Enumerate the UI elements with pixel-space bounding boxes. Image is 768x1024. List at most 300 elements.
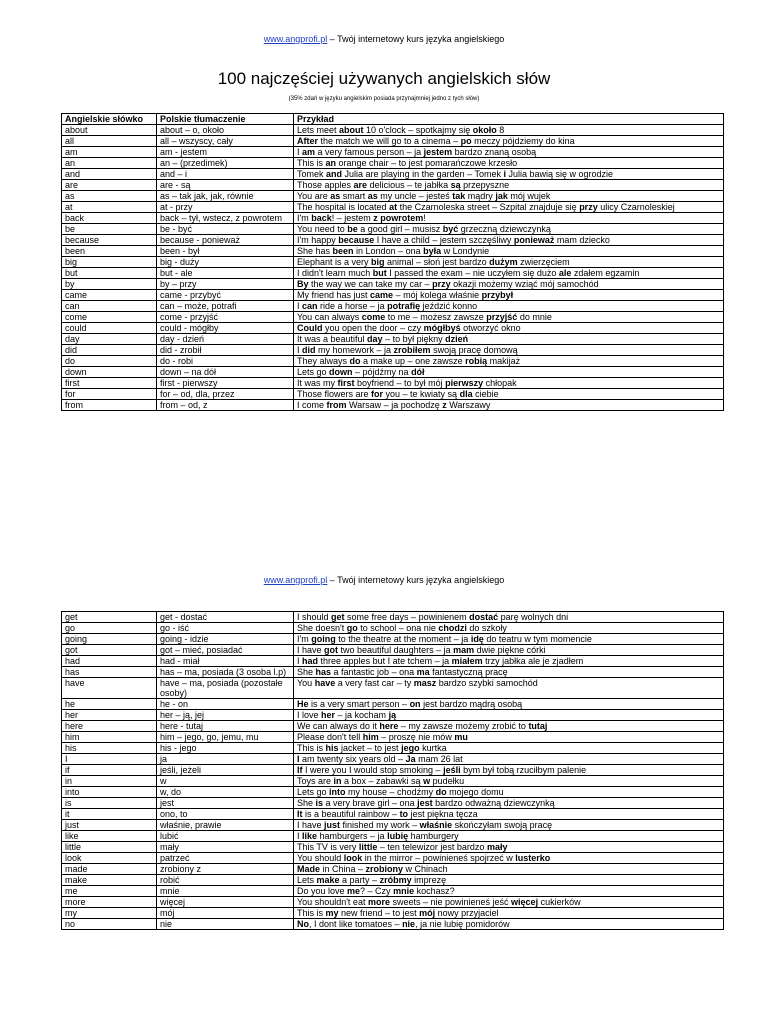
cell-english: came (62, 290, 157, 301)
highlighted-word: I (297, 754, 300, 764)
cell-english: is (62, 798, 157, 809)
highlighted-word: are (353, 180, 368, 190)
cell-example: It is a beautiful rainbow – to jest piękna tęcza (294, 809, 724, 820)
cell-english: look (62, 853, 157, 864)
cell-english: all (62, 136, 157, 147)
cell-polish: at - przy (157, 202, 294, 213)
cell-english: like (62, 831, 157, 842)
table-row (62, 389, 724, 400)
cell-example: You should look in the mirror – powinieneś spojrzeć w lusterko (294, 853, 724, 864)
table-row (62, 213, 724, 224)
highlighted-word: przyjść (486, 312, 518, 322)
table-row (62, 224, 724, 235)
table-row (62, 323, 724, 334)
cell-example: Do you love me? – Czy mnie kochasz? (294, 886, 724, 897)
cell-english: had (62, 656, 157, 667)
cell-polish: are - są (157, 180, 294, 191)
table-row (62, 400, 724, 411)
cell-english: been (62, 246, 157, 257)
cell-english: as (62, 191, 157, 202)
cell-english: an (62, 158, 157, 169)
cell-example: She has been in London – ona była w Londynie (294, 246, 724, 257)
cell-polish: because - ponieważ (157, 235, 294, 246)
cell-polish: by – przy (157, 279, 294, 290)
highlighted-word: przy (432, 279, 451, 289)
cell-english: I (62, 754, 157, 765)
highlighted-word: jestem (423, 147, 453, 157)
highlighted-word: look (343, 853, 363, 863)
word-table-page2 (61, 611, 724, 930)
cell-example: You need to be a good girl – musisz być grzeczną dziewczynką (294, 224, 724, 235)
cell-example: Those flowers are for you – te kwiaty są dla ciebie (294, 389, 724, 400)
table-row (62, 169, 724, 180)
highlighted-word: By (297, 279, 309, 289)
cell-polish: patrzeć (157, 853, 294, 864)
highlighted-word: jeśli (443, 765, 461, 775)
cell-polish: first - pierwszy (157, 378, 294, 389)
highlighted-word: do (349, 356, 361, 366)
header-tagline: – Twój internetowy kurs języka angielskiego (327, 575, 505, 585)
cell-example: I can ride a horse – ja potrafię jeździć konno (294, 301, 724, 312)
highlighted-word: Could (297, 323, 323, 333)
cell-english: did (62, 345, 157, 356)
table-row (62, 257, 724, 268)
cell-english: made (62, 864, 157, 875)
cell-polish: as – tak jak, jak, równie (157, 191, 294, 202)
cell-polish: about – o, około (157, 125, 294, 136)
cell-english: more (62, 897, 157, 908)
cell-example: I come from Warsaw – ja pochodzę z Warszawy (294, 400, 724, 411)
cell-english: big (62, 257, 157, 268)
page1-header (0, 34, 768, 45)
cell-english: back (62, 213, 157, 224)
cell-polish: nie (157, 919, 294, 930)
cell-polish: be - być (157, 224, 294, 235)
cell-polish: właśnie, prawie (157, 820, 294, 831)
table-row (62, 919, 724, 930)
cell-polish: mój (157, 908, 294, 919)
table-row (62, 798, 724, 809)
highlighted-word: masz (413, 678, 437, 688)
table-row (62, 180, 724, 191)
highlighted-word: właśnie (419, 820, 453, 830)
cell-english: come (62, 312, 157, 323)
cell-polish: down – na dół (157, 367, 294, 378)
cell-example: She is a very brave girl – ona jest bardzo odważną dziewczynką (294, 798, 724, 809)
highlighted-word: lubię (387, 831, 409, 841)
cell-polish: get - dostać (157, 612, 294, 623)
highlighted-word: pierwszy (445, 378, 484, 388)
table-row (62, 125, 724, 136)
highlighted-word: to (399, 809, 409, 819)
highlighted-word: get (331, 612, 345, 622)
highlighted-word: dużym (489, 257, 518, 267)
column-header-example: Przykład (294, 114, 724, 125)
cell-polish: all – wszyscy, cały (157, 136, 294, 147)
cell-polish: here - tutaj (157, 721, 294, 732)
highlighted-word: zrobiłem (393, 345, 431, 355)
cell-english: him (62, 732, 157, 743)
cell-example: Please don't tell him – proszę nie mów mu (294, 732, 724, 743)
highlighted-word: ją (388, 710, 397, 720)
cell-polish: ja (157, 754, 294, 765)
table-row (62, 721, 724, 732)
cell-polish: jeśli, jeżeli (157, 765, 294, 776)
table-row (62, 875, 724, 886)
cell-english: going (62, 634, 157, 645)
highlighted-word: potrafię (387, 301, 421, 311)
cell-english: day (62, 334, 157, 345)
cell-english: have (62, 678, 157, 699)
highlighted-word: little (358, 842, 378, 852)
cell-example: She doesn't go to school – ona nie chodzi do szkoły (294, 623, 724, 634)
highlighted-word: as (330, 191, 341, 201)
cell-english: are (62, 180, 157, 191)
highlighted-word: am (302, 147, 316, 157)
highlighted-word: came (370, 290, 394, 300)
highlighted-word: przybył (481, 290, 514, 300)
table-row (62, 809, 724, 820)
page2-header (0, 575, 768, 586)
cell-english: could (62, 323, 157, 334)
highlighted-word: chodzi (438, 623, 467, 633)
table-row (62, 831, 724, 842)
cell-polish: can – może, potrafi (157, 301, 294, 312)
cell-example: This is my new friend – to jest mój nowy przyjaciel (294, 908, 724, 919)
cell-english: do (62, 356, 157, 367)
cell-example: It was my first boyfriend – to był mój pierwszy chłopak (294, 378, 724, 389)
table-row (62, 356, 724, 367)
cell-example: I'm going to the theatre at the moment – ja idę do teatru w tym momencie (294, 634, 724, 645)
highlighted-word: ponieważ (513, 235, 555, 245)
cell-english: no (62, 919, 157, 930)
table-row (62, 345, 724, 356)
table-row (62, 667, 724, 678)
cell-example: I should get some free days – powinienem dostać parę wolnych dni (294, 612, 724, 623)
cell-example: You are as smart as my uncle – jesteś tak mądry jak mój wujek (294, 191, 724, 202)
cell-english: be (62, 224, 157, 235)
cell-english: little (62, 842, 157, 853)
cell-polish: lubić (157, 831, 294, 842)
cell-polish: did - zrobił (157, 345, 294, 356)
cell-example: They always do a make up – one zawsze robią makijaż (294, 356, 724, 367)
highlighted-word: mnie (393, 886, 415, 896)
table-row (62, 147, 724, 158)
highlighted-word: but (372, 268, 387, 278)
cell-example: After the match we will go to a cinema – po meczy pójdziemy do kina (294, 136, 724, 147)
table-row (62, 645, 724, 656)
highlighted-word: więcej (511, 897, 539, 907)
cell-english: me (62, 886, 157, 897)
cell-polish: had - miał (157, 656, 294, 667)
table-row (62, 908, 724, 919)
cell-english: his (62, 743, 157, 754)
cell-polish: zrobiony z (157, 864, 294, 875)
highlighted-word: down (329, 367, 353, 377)
cell-example: Tomek and Julia are playing in the garden – Tomek i Julia bawią się w ogrodzie (294, 169, 724, 180)
highlighted-word: in (333, 776, 342, 786)
cell-polish: could - mógłby (157, 323, 294, 334)
cell-polish: an – (przedimek) (157, 158, 294, 169)
cell-english: her (62, 710, 157, 721)
table-row (62, 301, 724, 312)
highlighted-word: do (435, 787, 447, 797)
highlighted-word: is (315, 798, 324, 808)
cell-english: because (62, 235, 157, 246)
highlighted-word: jak (495, 191, 508, 201)
highlighted-word: dzień (445, 334, 469, 344)
table-row (62, 754, 724, 765)
highlighted-word: z (442, 400, 447, 410)
cell-polish: got – mieć, posiadać (157, 645, 294, 656)
cell-example: It was a beautiful day – to był piękny dzień (294, 334, 724, 345)
highlighted-word: No (297, 919, 309, 929)
table-row (62, 699, 724, 710)
highlighted-word: into (329, 787, 346, 797)
site-link[interactable]: www.angprofi.pl (263, 34, 328, 44)
highlighted-word: zróbmy (379, 875, 412, 885)
highlighted-word: back (311, 213, 332, 223)
table-row (62, 820, 724, 831)
table-row (62, 743, 724, 754)
cell-english: has (62, 667, 157, 678)
highlighted-word: his (325, 743, 339, 753)
cell-english: he (62, 699, 157, 710)
cell-example: Lets make a party – zróbmy imprezę (294, 875, 724, 886)
highlighted-word: and (326, 169, 343, 179)
cell-polish: do - robi (157, 356, 294, 367)
cell-english: my (62, 908, 157, 919)
column-header-polish: Polskie tłumaczenie (157, 114, 294, 125)
cell-example: The hospital is located at the Czarnoleska street – Szpital znajduje się przy ulicy Czarnoleskiej (294, 202, 724, 213)
highlighted-word: mu (454, 732, 468, 742)
cell-english: go (62, 623, 157, 634)
highlighted-word: like (302, 831, 318, 841)
cell-polish: back – tył, wstecz, z powrotem (157, 213, 294, 224)
cell-example: Could you open the door – czy mógłbyś otworzyć okno (294, 323, 724, 334)
highlighted-word: jego (401, 743, 420, 753)
cell-english: here (62, 721, 157, 732)
highlighted-word: has (315, 667, 332, 677)
cell-polish: w, do (157, 787, 294, 798)
cell-polish: ono, to (157, 809, 294, 820)
cell-example: If I were you I would stop smoking – jeśli bym był tobą rzuciłbym palenie (294, 765, 724, 776)
highlighted-word: from (326, 400, 347, 410)
highlighted-word: After (297, 136, 319, 146)
cell-polish: from – od, z (157, 400, 294, 411)
highlighted-word: just (324, 820, 341, 830)
cell-example: My friend has just came – mój kolega właśnie przybył (294, 290, 724, 301)
highlighted-word: big (371, 257, 385, 267)
cell-example: Those apples are delicious – te jabłka są przepyszne (294, 180, 724, 191)
page-subtitle: (35% zdań w języku angielskim posiada przynajmniej jedno z tych słów) (288, 96, 480, 102)
highlighted-word: po (460, 136, 472, 146)
highlighted-word: come (361, 312, 386, 322)
table-row (62, 765, 724, 776)
cell-polish: been - był (157, 246, 294, 257)
highlighted-word: got (324, 645, 339, 655)
table-row (62, 191, 724, 202)
cell-polish: going - idzie (157, 634, 294, 645)
cell-polish: big - duży (157, 257, 294, 268)
highlighted-word: an (325, 158, 337, 168)
cell-polish: go - iść (157, 623, 294, 634)
highlighted-word: około (472, 125, 497, 135)
highlighted-word: for (371, 389, 384, 399)
highlighted-word: mały (486, 842, 508, 852)
cell-example: I had three apples but I ate tchem – ja miałem trzy jabłka ale je zjadłem (294, 656, 724, 667)
cell-example: I have just finished my work – właśnie skończyłam swoją pracę (294, 820, 724, 831)
table-row (62, 853, 724, 864)
highlighted-word: ma (416, 667, 430, 677)
cell-polish: and – i (157, 169, 294, 180)
highlighted-word: ale (558, 268, 572, 278)
highlighted-word: have (314, 678, 336, 688)
header-tagline: – Twój internetowy kurs języka angielskiego (327, 34, 505, 44)
cell-example: Elephant is a very big animal – słoń jest bardzo dużym zwierzęciem (294, 257, 724, 268)
cell-english: down (62, 367, 157, 378)
highlighted-word: dla (459, 389, 473, 399)
table-row (62, 678, 724, 699)
highlighted-word: about (339, 125, 364, 135)
table-row (62, 367, 724, 378)
highlighted-word: here (379, 721, 399, 731)
table-row (62, 732, 724, 743)
cell-polish: has – ma, posiada (3 osoba l.p) (157, 667, 294, 678)
cell-polish: his - jego (157, 743, 294, 754)
table-row (62, 656, 724, 667)
cell-example: We can always do it here – my zawsze możemy zrobić to tutaj (294, 721, 724, 732)
highlighted-word: If (297, 765, 303, 775)
cell-english: got (62, 645, 157, 656)
highlighted-word: It (297, 809, 303, 819)
highlighted-word: been (332, 246, 354, 256)
cell-polish: am - jestem (157, 147, 294, 158)
table-header-row (62, 114, 724, 125)
cell-english: by (62, 279, 157, 290)
cell-english: make (62, 875, 157, 886)
highlighted-word: są (450, 180, 461, 190)
highlighted-word: jest (417, 798, 433, 808)
cell-example: I like hamburgers – ja lubię hamburgery (294, 831, 724, 842)
cell-polish: mnie (157, 886, 294, 897)
highlighted-word: at (389, 202, 398, 212)
cell-example: I love her – ja kocham ją (294, 710, 724, 721)
cell-polish: came - przybyć (157, 290, 294, 301)
highlighted-word: lusterko (515, 853, 551, 863)
highlighted-word: przy (579, 202, 598, 212)
highlighted-word: miałem (451, 656, 483, 666)
table-row (62, 787, 724, 798)
table-row (62, 378, 724, 389)
table-row (62, 290, 724, 301)
highlighted-word: my (325, 908, 339, 918)
cell-polish: day - dzień (157, 334, 294, 345)
highlighted-word: tak (452, 191, 466, 201)
table-row (62, 136, 724, 147)
cell-example: You have a very fast car – ty masz bardzo szybki samochód (294, 678, 724, 699)
highlighted-word: w (423, 776, 431, 786)
highlighted-word: nie (402, 919, 416, 929)
table-row (62, 842, 724, 853)
highlighted-word: była (423, 246, 442, 256)
highlighted-word: tutaj (528, 721, 548, 731)
cell-english: for (62, 389, 157, 400)
highlighted-word: did (302, 345, 316, 355)
cell-example: I didn't learn much but I passed the exam – nie uczyłem się dużo ale zdałem egzamin (294, 268, 724, 279)
highlighted-word: i (503, 169, 506, 179)
table-row (62, 612, 724, 623)
highlighted-word: as (367, 191, 378, 201)
cell-english: it (62, 809, 157, 820)
cell-english: can (62, 301, 157, 312)
cell-polish: have – ma, posiada (pozostałe osoby) (157, 678, 294, 699)
highlighted-word: dół (411, 367, 425, 377)
cell-example: Made in China – zrobiony w Chinach (294, 864, 724, 875)
cell-example: You shouldn't eat more sweets – nie powinieneś jeść więcej cukierków (294, 897, 724, 908)
site-link[interactable]: www.angprofi.pl (263, 575, 328, 585)
highlighted-word: me (347, 886, 361, 896)
cell-english: and (62, 169, 157, 180)
highlighted-word: go (346, 623, 358, 633)
cell-example: I did my homework – ja zrobiłem swoją pracę domową (294, 345, 724, 356)
highlighted-word: more (367, 897, 390, 907)
cell-example: He is a very smart person – on jest bardzo mądrą osobą (294, 699, 724, 710)
cell-example: No, I dont like tomatoes – nie, ja nie lubię pomidorów (294, 919, 724, 930)
cell-polish: he - on (157, 699, 294, 710)
cell-example: By the way we can take my car – przy okazji możemy wziąć mój samochód (294, 279, 724, 290)
cell-example: Lets meet about 10 o'clock – spotkajmy się około 8 (294, 125, 724, 136)
highlighted-word: first (337, 378, 355, 388)
highlighted-word: mógłbyś (423, 323, 461, 333)
cell-polish: w (157, 776, 294, 787)
cell-english: just (62, 820, 157, 831)
cell-example: Lets go into my house – chodźmy do mojego domu (294, 787, 724, 798)
highlighted-word: because (338, 235, 375, 245)
cell-example: I am a very famous person – ja jestem bardzo znaną osobą (294, 147, 724, 158)
cell-example: I am twenty six years old – Ja mam 26 lat (294, 754, 724, 765)
table-row (62, 334, 724, 345)
cell-polish: więcej (157, 897, 294, 908)
highlighted-word: her (321, 710, 336, 720)
cell-english: but (62, 268, 157, 279)
cell-polish: come - przyjść (157, 312, 294, 323)
highlighted-word: on (409, 699, 421, 709)
cell-english: from (62, 400, 157, 411)
table-row (62, 235, 724, 246)
cell-english: at (62, 202, 157, 213)
table-row (62, 886, 724, 897)
page-title: 100 najczęściej używanych angielskich słów (217, 69, 551, 88)
highlighted-word: dostać (469, 612, 499, 622)
cell-polish: mały (157, 842, 294, 853)
table-row (62, 710, 724, 721)
cell-english: if (62, 765, 157, 776)
highlighted-word: idę (470, 634, 484, 644)
cell-example: This TV is very little – ten telewizor jest bardzo mały (294, 842, 724, 853)
highlighted-word: Ja (405, 754, 416, 764)
highlighted-word: robią (465, 356, 488, 366)
table-row (62, 634, 724, 645)
highlighted-word: być (442, 224, 459, 234)
table-row (62, 776, 724, 787)
cell-example: I'm back! – jestem z powrotem! (294, 213, 724, 224)
highlighted-word: going (311, 634, 336, 644)
cell-example: This is an orange chair – to jest pomarańczowe krzesło (294, 158, 724, 169)
highlighted-word: make (316, 875, 340, 885)
table-row (62, 158, 724, 169)
cell-english: am (62, 147, 157, 158)
